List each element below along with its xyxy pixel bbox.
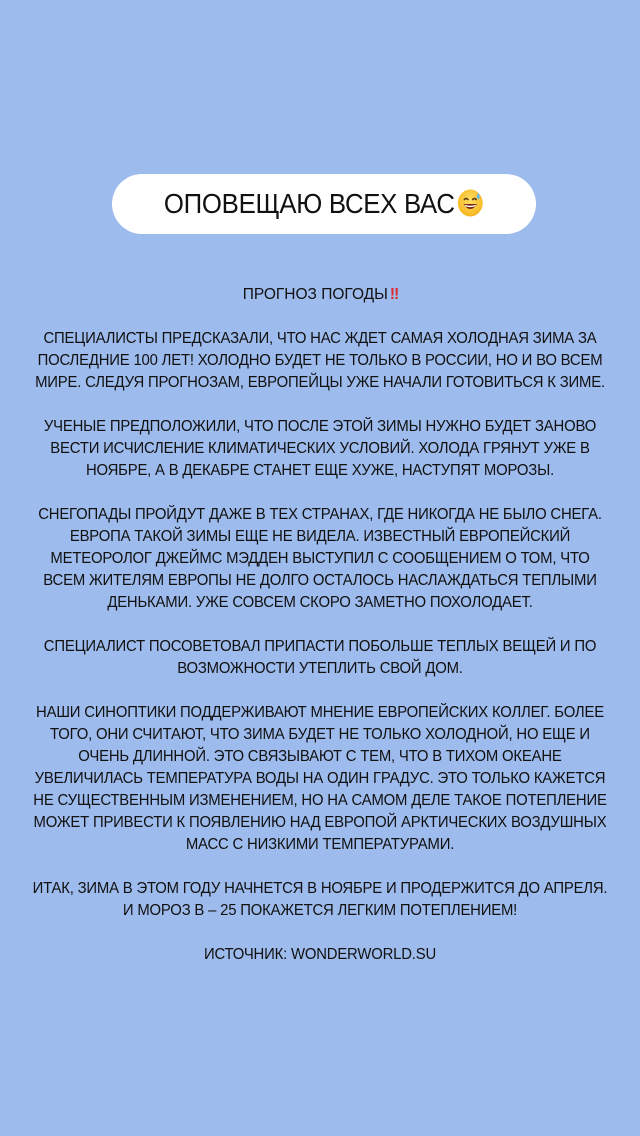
source-credit: ИСТОЧНИК: WONDERWORLD.SU bbox=[203, 946, 436, 963]
headline-text bbox=[164, 188, 484, 220]
double-exclamation-icon: ‼ bbox=[389, 286, 398, 303]
paragraph-conclusion: ИТАК, ЗИМА В ЭТОМ ГОДУ НАЧНЕТСЯ В НОЯБРЕ И ПРОДЕРЖИТСЯ ДО АПРЕЛЯ. И МОРОЗ В – 25 ПОКАЖЕТСЯ ЛЕГКИМ ПОТЕПЛЕНИЕМ! bbox=[32, 880, 608, 919]
paragraph-advice: СПЕЦИАЛИСТ ПОСОВЕТОВАЛ ПРИПАСТИ ПОБОЛЬШЕ ТЕПЛЫХ ВЕЩЕЙ И ПО ВОЗМОЖНОСТИ УТЕПЛИТЬ СВОЙ ДОМ. bbox=[43, 638, 597, 677]
post-title bbox=[18, 284, 622, 306]
paragraph-experts: СПЕЦИАЛИСТЫ ПРЕДСКАЗАЛИ, ЧТО НАС ЖДЕТ САМАЯ ХОЛОДНАЯ ЗИМА ЗА ПОСЛЕДНИЕ 100 ЛЕТ! ХОЛОДНО БУДЕТ НЕ ТОЛЬКО В РОССИИ, НО И ВО ВСЕМ МИРЕ. СЛЕДУЯ ПРОГНОЗАМ, ЕВРОПЕЙЦЫ УЖЕ НАЧАЛИ ГОТОВИТЬСЯ К ЗИМЕ. bbox=[35, 330, 605, 391]
paragraph-snowfall: СНЕГОПАДЫ ПРОЙДУТ ДАЖЕ В ТЕХ СТРАНАХ, ГДЕ НИКОГДА НЕ БЫЛО СНЕГА. ЕВРОПА ТАКОЙ ЗИМЫ ЕЩЕ НЕ ВИДЕЛА. ИЗВЕСТНЫЙ ЕВРОПЕЙСКИЙ МЕТЕОРОЛОГ ДЖЕЙМС МЭДДЕН ВЫСТУПИЛ С СООБЩЕНИЕМ О ТОМ, ЧТО ВСЕМ ЖИТЕЛЯМ ЕВРОПЫ НЕ ДОЛГО ОСТАЛОСЬ НАСЛАЖДАТЬСЯ ТЕПЛЫМИ ДЕНЬКАМИ. УЖЕ СОВСЕМ СКОРО ЗАМЕТНО ПОХОЛОДАЕТ. bbox=[38, 506, 602, 611]
headline-label: ОПОВЕЩАЮ ВСЕХ ВАС bbox=[163, 188, 455, 219]
paragraph-forecasters: НАШИ СИНОПТИКИ ПОДДЕРЖИВАЮТ МНЕНИЕ ЕВРОПЕЙСКИХ КОЛЛЕГ. БОЛЕЕ ТОГО, ОНИ СЧИТАЮТ, ЧТО ЗИМА БУДЕТ НЕ ТОЛЬКО ХОЛОДНОЙ, НО ЕЩЕ И ОЧЕНЬ ДЛИННОЙ. ЭТО СВЯЗЫВАЮТ С ТЕМ, ЧТО В ТИХОМ ОКЕАНЕ УВЕЛИЧИЛАСЬ ТЕМПЕРАТУРА ВОДЫ НА ОДИН ГРАДУС. ЭТО ТОЛЬКО КАЖЕТСЯ НЕ СУЩЕСТВЕННЫМ ИЗМЕНЕНИЕМ, НО НА САМОМ ДЕЛЕ ТАКОЕ ПОТЕПЛЕНИЕ МОЖЕТ ПРИВЕСТИ К ПОЯВЛЕНИЮ НАД ЕВРОПОЙ АРКТИЧЕСКИХ ВОЗДУШНЫХ МАСС С НИЗКИМИ ТЕМПЕРАТУРАМИ. bbox=[33, 704, 607, 853]
paragraph-scientists: УЧЕНЫЕ ПРЕДПОЛОЖИЛИ, ЧТО ПОСЛЕ ЭТОЙ ЗИМЫ НУЖНО БУДЕТ ЗАНОВО ВЕСТИ ИСЧИСЛЕНИЕ КЛИМАТИЧЕСКИХ УСЛОВИЙ. ХОЛОДА ГРЯНУТ УЖЕ В НОЯБРЕ, А В ДЕКАБРЕ СТАНЕТ ЕЩЕ ХУЖЕ, НАСТУПЯТ МОРОЗЫ. bbox=[43, 418, 597, 479]
headline-sticker bbox=[112, 174, 536, 234]
post-body bbox=[18, 284, 622, 988]
post-title-text: ПРОГНОЗ ПОГОДЫ bbox=[242, 286, 388, 303]
grinning-sweat-face-icon bbox=[457, 188, 485, 218]
